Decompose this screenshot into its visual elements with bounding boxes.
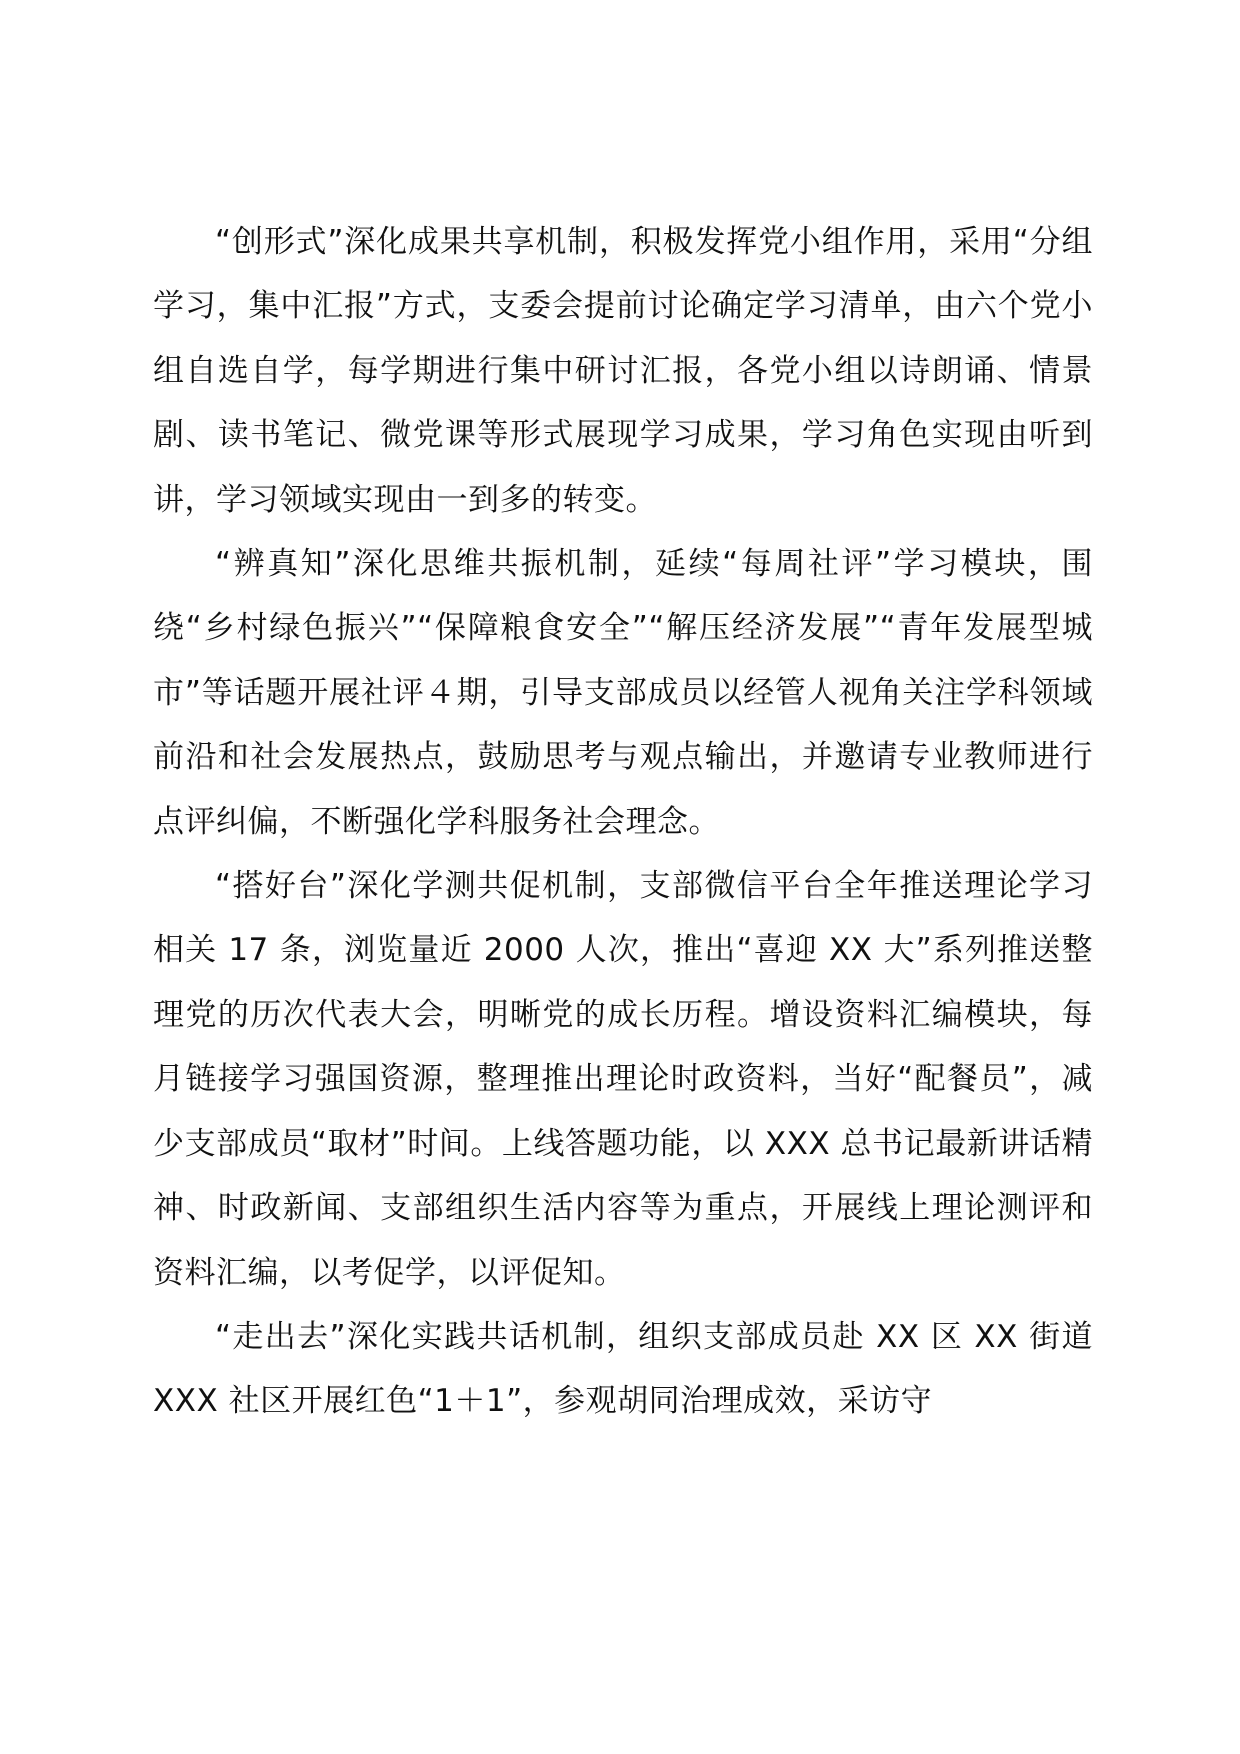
paragraph-discern-truth: “辨真知”深化思维共振机制，延续“每周社评”学习模块，围绕“乡村绿色振兴”“保障粮食安全”“解压经济发展”“青年发展型城市”等话题开展社评４期，引导支部成员以经管人视角关注学科领域前沿和社会发展热点，鼓励思考与观点输出，并邀请专业教师进行点评纠偏，不断强化学科服务社会理念。 <box>153 546 1093 840</box>
document-body <box>153 210 1093 1434</box>
paragraph-create-form: “创形式”深化成果共享机制，积极发挥党小组作用，采用“分组学习，集中汇报”方式，支委会提前讨论确定学习清单，由六个党小组自选自学，每学期进行集中研讨汇报，各党小组以诗朗诵、情景剧、读书笔记、微党课等形式展现学习成果，学习角色实现由听到讲，学习领域实现由一到多的转变。 <box>153 224 1093 518</box>
paragraph-go-out: “走出去”深化实践共话机制，组织支部成员赴 XX 区 XX 街道 XXX 社区开展红色“1＋1”，参观胡同治理成效，采访守 <box>153 1318 1093 1420</box>
paragraph-build-platform: “搭好台”深化学测共促机制，支部微信平台全年推送理论学习相关 17 条，浏览量近 2000 人次，推出“喜迎 XX 大”系列推送整理党的历次代表大会，明晰党的成长历程。增设资料汇编模块，每月链接学习强国资源，整理推出理论时政资料，当好“配餐员”，减少支部成员“取材”时间。上线答题功能，以 XXX 总书记最新讲话精神、时政新闻、支部组织生活内容等为重点，开展线上理论测评和资料汇编，以考促学，以评促知。 <box>153 868 1093 1291</box>
